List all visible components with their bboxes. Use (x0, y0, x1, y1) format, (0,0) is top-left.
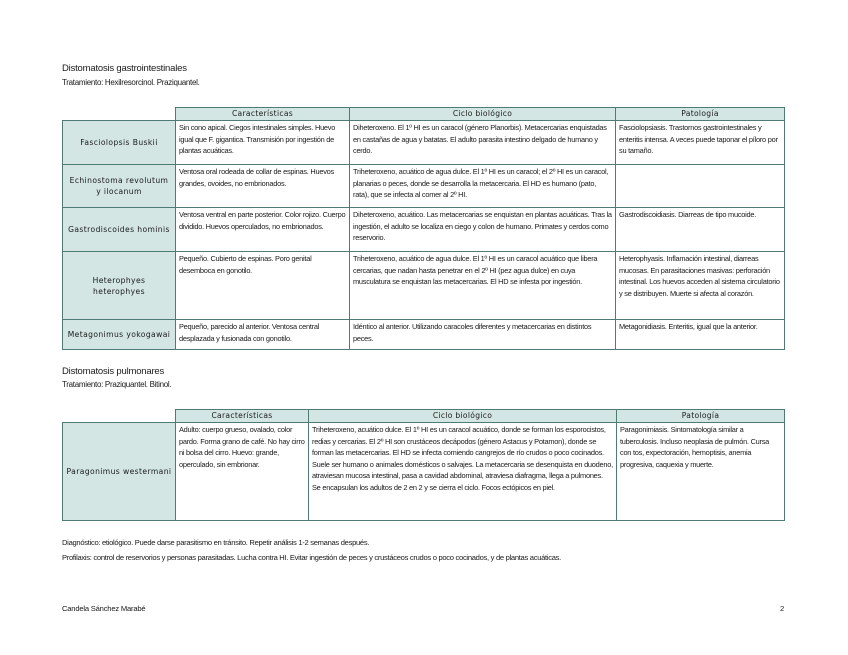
table-row (63, 320, 785, 350)
row-pathology (616, 165, 785, 208)
prophylaxis-note: Profilaxis: control de reservorios y personas parasitadas. Lucha contra HI. Evitar ingestión de peces y crustáceos crudos o poco cocinados, y de plantas acuáticas. (62, 553, 561, 562)
row-name: Gastrodiscoides hominis (63, 208, 176, 252)
row-pathology: Heterophyasis. Inflamación intestinal, diarreas mucosas. En parasitaciones masivas: perforación intestinal. Los huevos acceden al sistema circulatorio y se distribuyen. Muerte si afecta al corazón. (616, 252, 785, 320)
header-blank (63, 108, 176, 121)
table-row (63, 208, 785, 252)
row-pathology: Paragonimiasis. Sintomatología similar a tuberculosis. Incluso neoplasia de pulmón. Cursa con tos, expectoración, hemoptisis, anemia progresiva, caquexia y muerte. (617, 423, 785, 521)
row-features: Ventosa ventral en parte posterior. Color rojizo. Cuerpo dividido. Huevos operculados, no embrionados. (176, 208, 350, 252)
header-cycle: Ciclo biológico (309, 410, 617, 423)
table-row (63, 165, 785, 208)
section2-treatment: Tratamiento: Praziquantel. Bitinol. (62, 380, 172, 389)
row-pathology: Metagonidiasis. Enteritis, igual que la anterior. (616, 320, 785, 350)
section1-title: Distomatosis gastrointestinales (62, 63, 187, 74)
gastrointestinal-table (62, 107, 785, 350)
row-name: Metagonimus yokogawai (63, 320, 176, 350)
row-features: Pequeño, parecido al anterior. Ventosa central desplazada y fusionada con gonotilo. (176, 320, 350, 350)
row-name: Heterophyes heterophyes (63, 252, 176, 320)
row-features: Pequeño. Cubierto de espinas. Poro genital desemboca en gonotilo. (176, 252, 350, 320)
row-features: Adulto: cuerpo grueso, ovalado, color pardo. Forma grano de café. No hay cirro ni bolsa del cirro. Huevo: grande, operculado, sin embrionar. (176, 423, 309, 521)
row-pathology: Fasciolopsiasis. Trastornos gastrointestinales y enteritis intensa. A veces puede taponar el píloro por su tamaño. (616, 121, 785, 165)
table-row (63, 423, 785, 521)
header-pathology: Patología (616, 108, 785, 121)
header-cycle: Ciclo biológico (350, 108, 616, 121)
table-header-row (63, 108, 785, 121)
row-cycle: Diheteroxeno. El 1º HI es un caracol (género Planorbis). Metacercarias enquistadas en castañas de agua y batatas. El adulto parasita intestino delgado de humano y cerdo. (350, 121, 616, 165)
row-cycle: Triheteroxeno, acuático de agua dulce. El 1º HI es un caracol acuático que libera cercarias, que nadan hasta penetrar en el 2º HI (pez agua dulce) en cuya musculatura se enquistan las metacercarias. El HD se infesta por ingestión. (350, 252, 616, 320)
row-name: Echinostoma revolutum y ilocanum (63, 165, 176, 208)
row-name: Paragonimus westermani (63, 423, 176, 521)
row-name: Fasciolopsis Buskii (63, 121, 176, 165)
table-row (63, 252, 785, 320)
section2-title: Distomatosis pulmonares (62, 366, 165, 377)
table-row (63, 121, 785, 165)
footer-author: Candela Sánchez Marabé (62, 604, 146, 613)
header-pathology: Patología (617, 410, 785, 423)
header-characteristics: Características (176, 410, 309, 423)
row-pathology: Gastrodiscoidiasis. Diarreas de tipo mucoide. (616, 208, 785, 252)
row-cycle: Diheteroxeno, acuático. Las metacercarias se enquistan en plantas acuáticas. Tras la ingestión, el adulto se localiza en ciego y colon de humano. Primates y cerdos como reservorio. (350, 208, 616, 252)
section1-treatment: Tratamiento: Hexilresorcinol. Praziquantel. (62, 78, 200, 87)
row-features: Sin cono apical. Ciegos intestinales simples. Huevo igual que F. gigantica. Transmisión por ingestión de plantas acuáticas. (176, 121, 350, 165)
row-cycle: Triheteroxeno, acuático de agua dulce. El 1º HI es un caracol; el 2º HI es un caracol, planarias o peces, donde se desarrolla la metacercaria. El HD es humano (pato, rata), que se infecta al comer al 2º HI. (350, 165, 616, 208)
diagnosis-note: Diagnóstico: etiológico. Puede darse parasitismo en tránsito. Repetir análisis 1-2 semanas después. (62, 538, 370, 547)
row-cycle: Triheteroxeno, acuático dulce. El 1º HI es un caracol acuático, donde se forman los esporocistos, redias y cercarias. El 2º HI son crustáceos decápodos (género Astacus y Potamon), donde se forman las metacercarias. El HD se infecta comiendo cangrejos de río crudos o poco cocinados. Suele ser humano o animales domésticos o salvajes. La metacercaria se desenquista en duodeno, atraviesan mucosa intestinal, pasa a cavidad abdominal, atraviesa diafragma, llega a pulmones. Se encapsulan los adultos de 2 en 2 y se cierra el ciclo. Focos ectópicos en piel. (309, 423, 617, 521)
header-characteristics: Características (176, 108, 350, 121)
header-blank (63, 410, 176, 423)
row-features: Ventosa oral rodeada de collar de espinas. Huevos grandes, ovoides, no embrionados. (176, 165, 350, 208)
page-number: 2 (780, 604, 785, 613)
row-cycle: Idéntico al anterior. Utilizando caracoles diferentes y metacercarias en distintos peces. (350, 320, 616, 350)
pulmonary-table (62, 409, 785, 521)
table-header-row (63, 410, 785, 423)
